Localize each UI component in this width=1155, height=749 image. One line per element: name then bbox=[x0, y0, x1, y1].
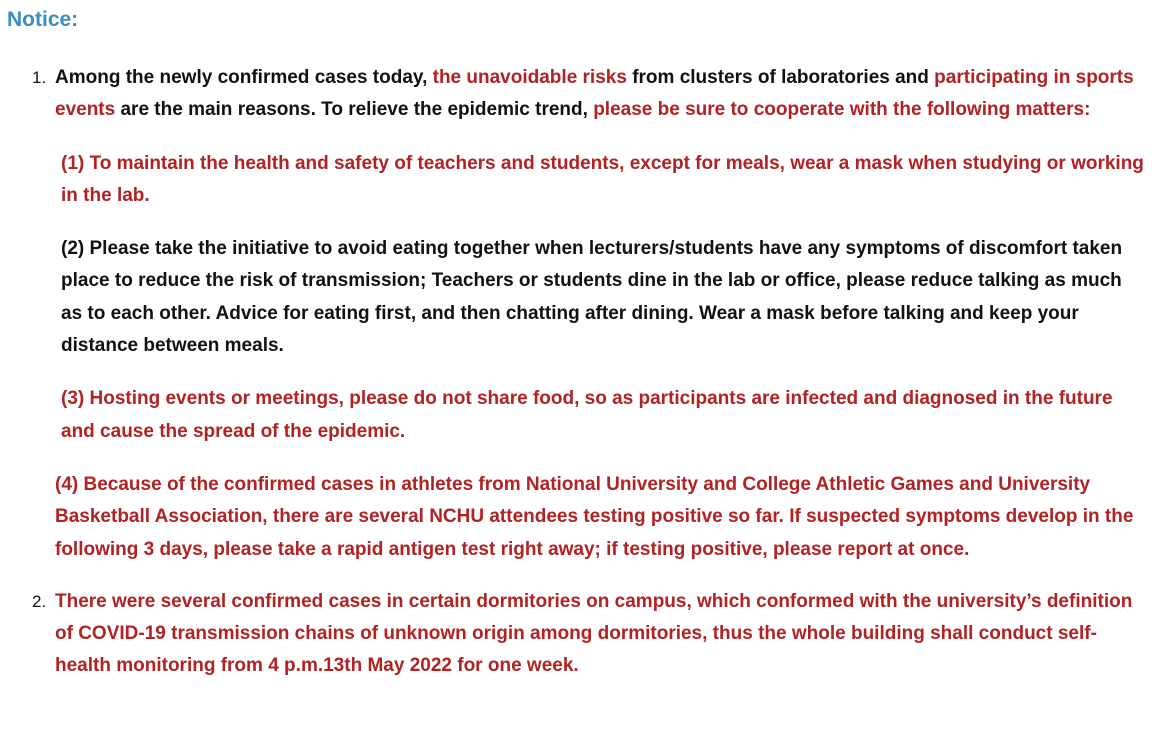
subitem-2: (2) Please take the initiative to avoid eating together when lecturers/students have any symptoms of discomfort taken place to reduce the risk of transmission; Teachers or students dine in the lab or office, please reduce talking as much as to each other. Advice for eating first, and then chatting after dining. Wear a mask before talking and keep your distance between meals. bbox=[61, 238, 1123, 357]
list-number: 2. bbox=[32, 591, 47, 611]
notice-item-1 bbox=[0, 62, 1155, 566]
intro-emphasis: please be sure to cooperate with the following matters: bbox=[593, 99, 1091, 121]
notice-item-1-intro bbox=[55, 62, 1147, 127]
intro-text: are the main reasons. To relieve the epidemic trend, bbox=[115, 99, 594, 121]
intro-text: Among the newly confirmed cases today, bbox=[55, 67, 433, 88]
subitem-1: (1) To maintain the health and safety of teachers and students, except for meals, wear a mask when studying or working in the lab. bbox=[61, 152, 1144, 206]
notice-item-2-text: There were several confirmed cases in certain dormitories on campus, which conformed with the university’s definition of COVID-19 transmission chains of unknown origin among dormitories, thus the whole building shall conduct self-health monitoring from 4 p.m.13th May 2022 for one week. bbox=[55, 590, 1133, 677]
intro-emphasis: participating in sports events bbox=[55, 67, 1134, 121]
intro-emphasis: the unavoidable risks bbox=[432, 67, 627, 88]
notice-heading: Notice: bbox=[7, 8, 79, 31]
subitem-3: (3) Hosting events or meetings, please do not share food, so as participants are infected and diagnosed in the future and cause the spread of the epidemic. bbox=[61, 388, 1113, 442]
intro-text: from clusters of laboratories and bbox=[626, 67, 935, 88]
notice-item-2 bbox=[0, 586, 1155, 683]
list-number: 1. bbox=[32, 68, 47, 87]
notice-list bbox=[0, 62, 1155, 683]
subitem-4: (4) Because of the confirmed cases in athletes from National University and College Athletic Games and University Basketball Association, there are several NCHU attendees testing positive so far. If suspected symptoms develop in the following 3 days, please take a rapid antigen test right away; if testing positive, please report at once. bbox=[55, 473, 1134, 560]
